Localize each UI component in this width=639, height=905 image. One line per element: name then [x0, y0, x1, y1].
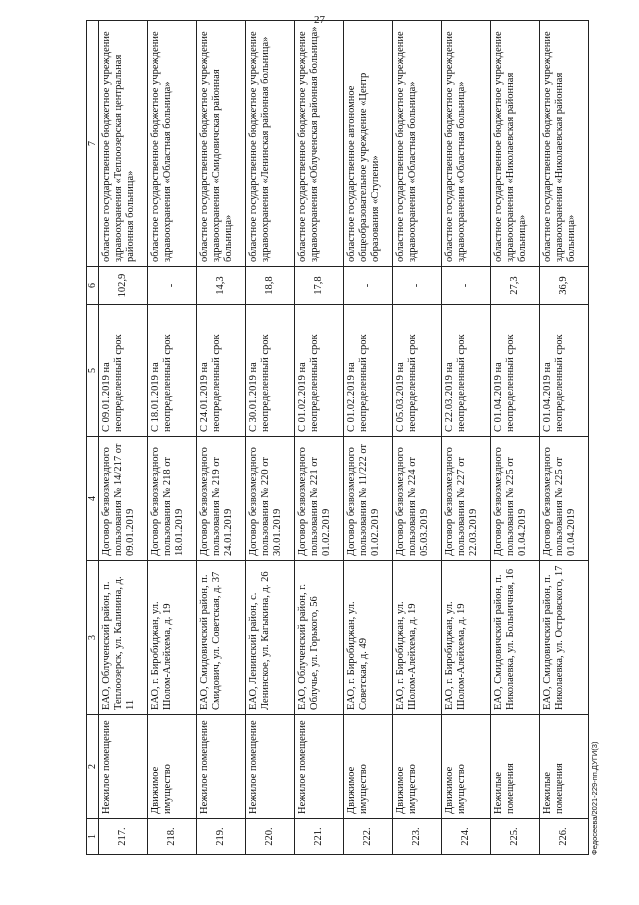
property-type: Движимое имущество	[393, 715, 442, 819]
property-type: Нежилые помещения	[491, 715, 540, 819]
header-row	[87, 21, 99, 855]
contract: Договор безвозмездного пользования № 225 от 01.04.2019	[540, 437, 589, 561]
holder: областное государственное бюджетное учреждение здравоохранения «Николаевская районная больница»	[540, 21, 589, 267]
table-row	[540, 21, 589, 855]
row-number: 219.	[197, 819, 246, 855]
property-type: Движимое имущество	[344, 715, 393, 819]
property-address: ЕАО, Облученский район, п. Теплоозерск, ул. Калинина, д. 11	[99, 561, 148, 715]
table-row	[99, 21, 148, 855]
row-number: 223.	[393, 819, 442, 855]
holder: областное государственное бюджетное учреждение здравоохранения «Смидовичская районная больница»	[197, 21, 246, 267]
property-type: Нежилое помещение	[246, 715, 295, 819]
term: С 18.01.2019 на неопределенный срок	[148, 305, 197, 437]
area: 36,9	[540, 267, 589, 305]
table-row	[491, 21, 540, 855]
area: -	[148, 267, 197, 305]
holder: областное государственное бюджетное учреждение здравоохранения «Теплоозерская центральная районная больница»	[99, 21, 148, 267]
row-number: 217.	[99, 819, 148, 855]
holder: областное государственное бюджетное учреждение здравоохранения «Областная больница»	[393, 21, 442, 267]
col-header-2: 2	[87, 715, 99, 819]
contract: Договор безвозмездного пользования № 224 от 05.03.2019	[393, 437, 442, 561]
area: 18,8	[246, 267, 295, 305]
col-header-7: 7	[87, 21, 99, 267]
holder: областное государственное бюджетное учреждение здравоохранения «Николаевская районная больница»	[491, 21, 540, 267]
row-number: 221.	[295, 819, 344, 855]
term: С 01.04.2019 на неопределенный срок	[491, 305, 540, 437]
col-header-1: 1	[87, 819, 99, 855]
property-address: ЕАО, г. Биробиджан, ул. Шолом-Алейхема, д. 19	[442, 561, 491, 715]
property-type: Нежилое помещение	[99, 715, 148, 819]
property-type: Движимое имущество	[148, 715, 197, 819]
term: С 01.02.2019 на неопределенный срок	[344, 305, 393, 437]
property-type: Движимое имущество	[442, 715, 491, 819]
property-type: Нежилое помещение	[295, 715, 344, 819]
page-number: 27	[314, 14, 325, 26]
table-row	[442, 21, 491, 855]
col-header-4: 4	[87, 437, 99, 561]
property-address: ЕАО, Ленинский район, с. Ленинское, ул. Кагыкина, д. 26	[246, 561, 295, 715]
contract: Договор безвозмездного пользования № 220 от 30.01.2019	[246, 437, 295, 561]
row-number: 225.	[491, 819, 540, 855]
area: -	[393, 267, 442, 305]
area: -	[442, 267, 491, 305]
area: 27,3	[491, 267, 540, 305]
term: С 05.03.2019 на неопределенный срок	[393, 305, 442, 437]
term: С 09.01.2019 на неопределенный срок	[99, 305, 148, 437]
contract: Договор безвозмездного пользования № 221 от 01.02.2019	[295, 437, 344, 561]
property-address: ЕАО, г. Биробиджан, ул. Шолом-Алейхема, д. 19	[393, 561, 442, 715]
row-number: 226.	[540, 819, 589, 855]
table-row	[295, 21, 344, 855]
holder: областное государственное бюджетное учреждение здравоохранения «Областная больница»	[442, 21, 491, 267]
col-header-6: 6	[87, 267, 99, 305]
holder: областное государственное бюджетное учреждение здравоохранения «Облученская районная больница»	[295, 21, 344, 267]
holder: областное государственное бюджетное учреждение здравоохранения «Областная больница»	[148, 21, 197, 267]
term: С 22.03.2019 на неопределенный срок	[442, 305, 491, 437]
property-address: ЕАО, Смидовичский район, п. Смидович, ул. Советская, д. 37	[197, 561, 246, 715]
holder: областное государственное автономное общеобразовательное учреждение «Центр образования «Ступени»	[344, 21, 393, 267]
area: 14,3	[197, 267, 246, 305]
contract: Договор безвозмездного пользования № 225 от 01.04.2019	[491, 437, 540, 561]
registry-table	[86, 20, 589, 855]
property-type: Нежилое помещение	[197, 715, 246, 819]
term: С 24.01.2019 на неопределенный срок	[197, 305, 246, 437]
term: С 30.01.2019 на неопределенный срок	[246, 305, 295, 437]
contract: Договор безвозмездного пользования № 227 от 22.03.2019	[442, 437, 491, 561]
row-number: 224.	[442, 819, 491, 855]
document-footer-id: Федосеева/2021-229-пп.ДУГИ(3)	[590, 741, 599, 855]
row-number: 218.	[148, 819, 197, 855]
property-address: ЕАО, г. Биробиджан, ул. Советская, д. 49	[344, 561, 393, 715]
col-header-3: 3	[87, 561, 99, 715]
property-address: ЕАО, Смидовичский район, п. Николаевка, ул. Больничная, 16	[491, 561, 540, 715]
contract: Договор безвозмездного пользования № 219 от 24.01.2019	[197, 437, 246, 561]
term: С 01.02.2019 на неопределенный срок	[295, 305, 344, 437]
term: С 01.04.2019 на неопределенный срок	[540, 305, 589, 437]
property-address: ЕАО, Облученский район, г. Облучье, ул. Горького, 56	[295, 561, 344, 715]
area: 17,8	[295, 267, 344, 305]
property-address: ЕАО, Смидовичский район, п. Николаевка, ул. Островского, 17	[540, 561, 589, 715]
table-row	[148, 21, 197, 855]
contract: Договор безвозмездного пользования № 11/222 от 01.02.2019	[344, 437, 393, 561]
property-address: ЕАО, г. Биробиджан, ул. Шолом-Алейхема, д. 19	[148, 561, 197, 715]
row-number: 220.	[246, 819, 295, 855]
contract: Договор безвозмездного пользования № 218 от 18.01.2019	[148, 437, 197, 561]
contract: Договор безвозмездного пользования № 14/217 от 09.01.2019	[99, 437, 148, 561]
table-row	[246, 21, 295, 855]
registry-table-container	[86, 21, 599, 855]
holder: областное государственное бюджетное учреждение здравоохранения «Ленинская районная больница»	[246, 21, 295, 267]
property-type: Нежилые помещения	[540, 715, 589, 819]
table-row	[393, 21, 442, 855]
row-number: 222.	[344, 819, 393, 855]
table-row	[197, 21, 246, 855]
col-header-5: 5	[87, 305, 99, 437]
table-row	[344, 21, 393, 855]
area: -	[344, 267, 393, 305]
area: 102,9	[99, 267, 148, 305]
